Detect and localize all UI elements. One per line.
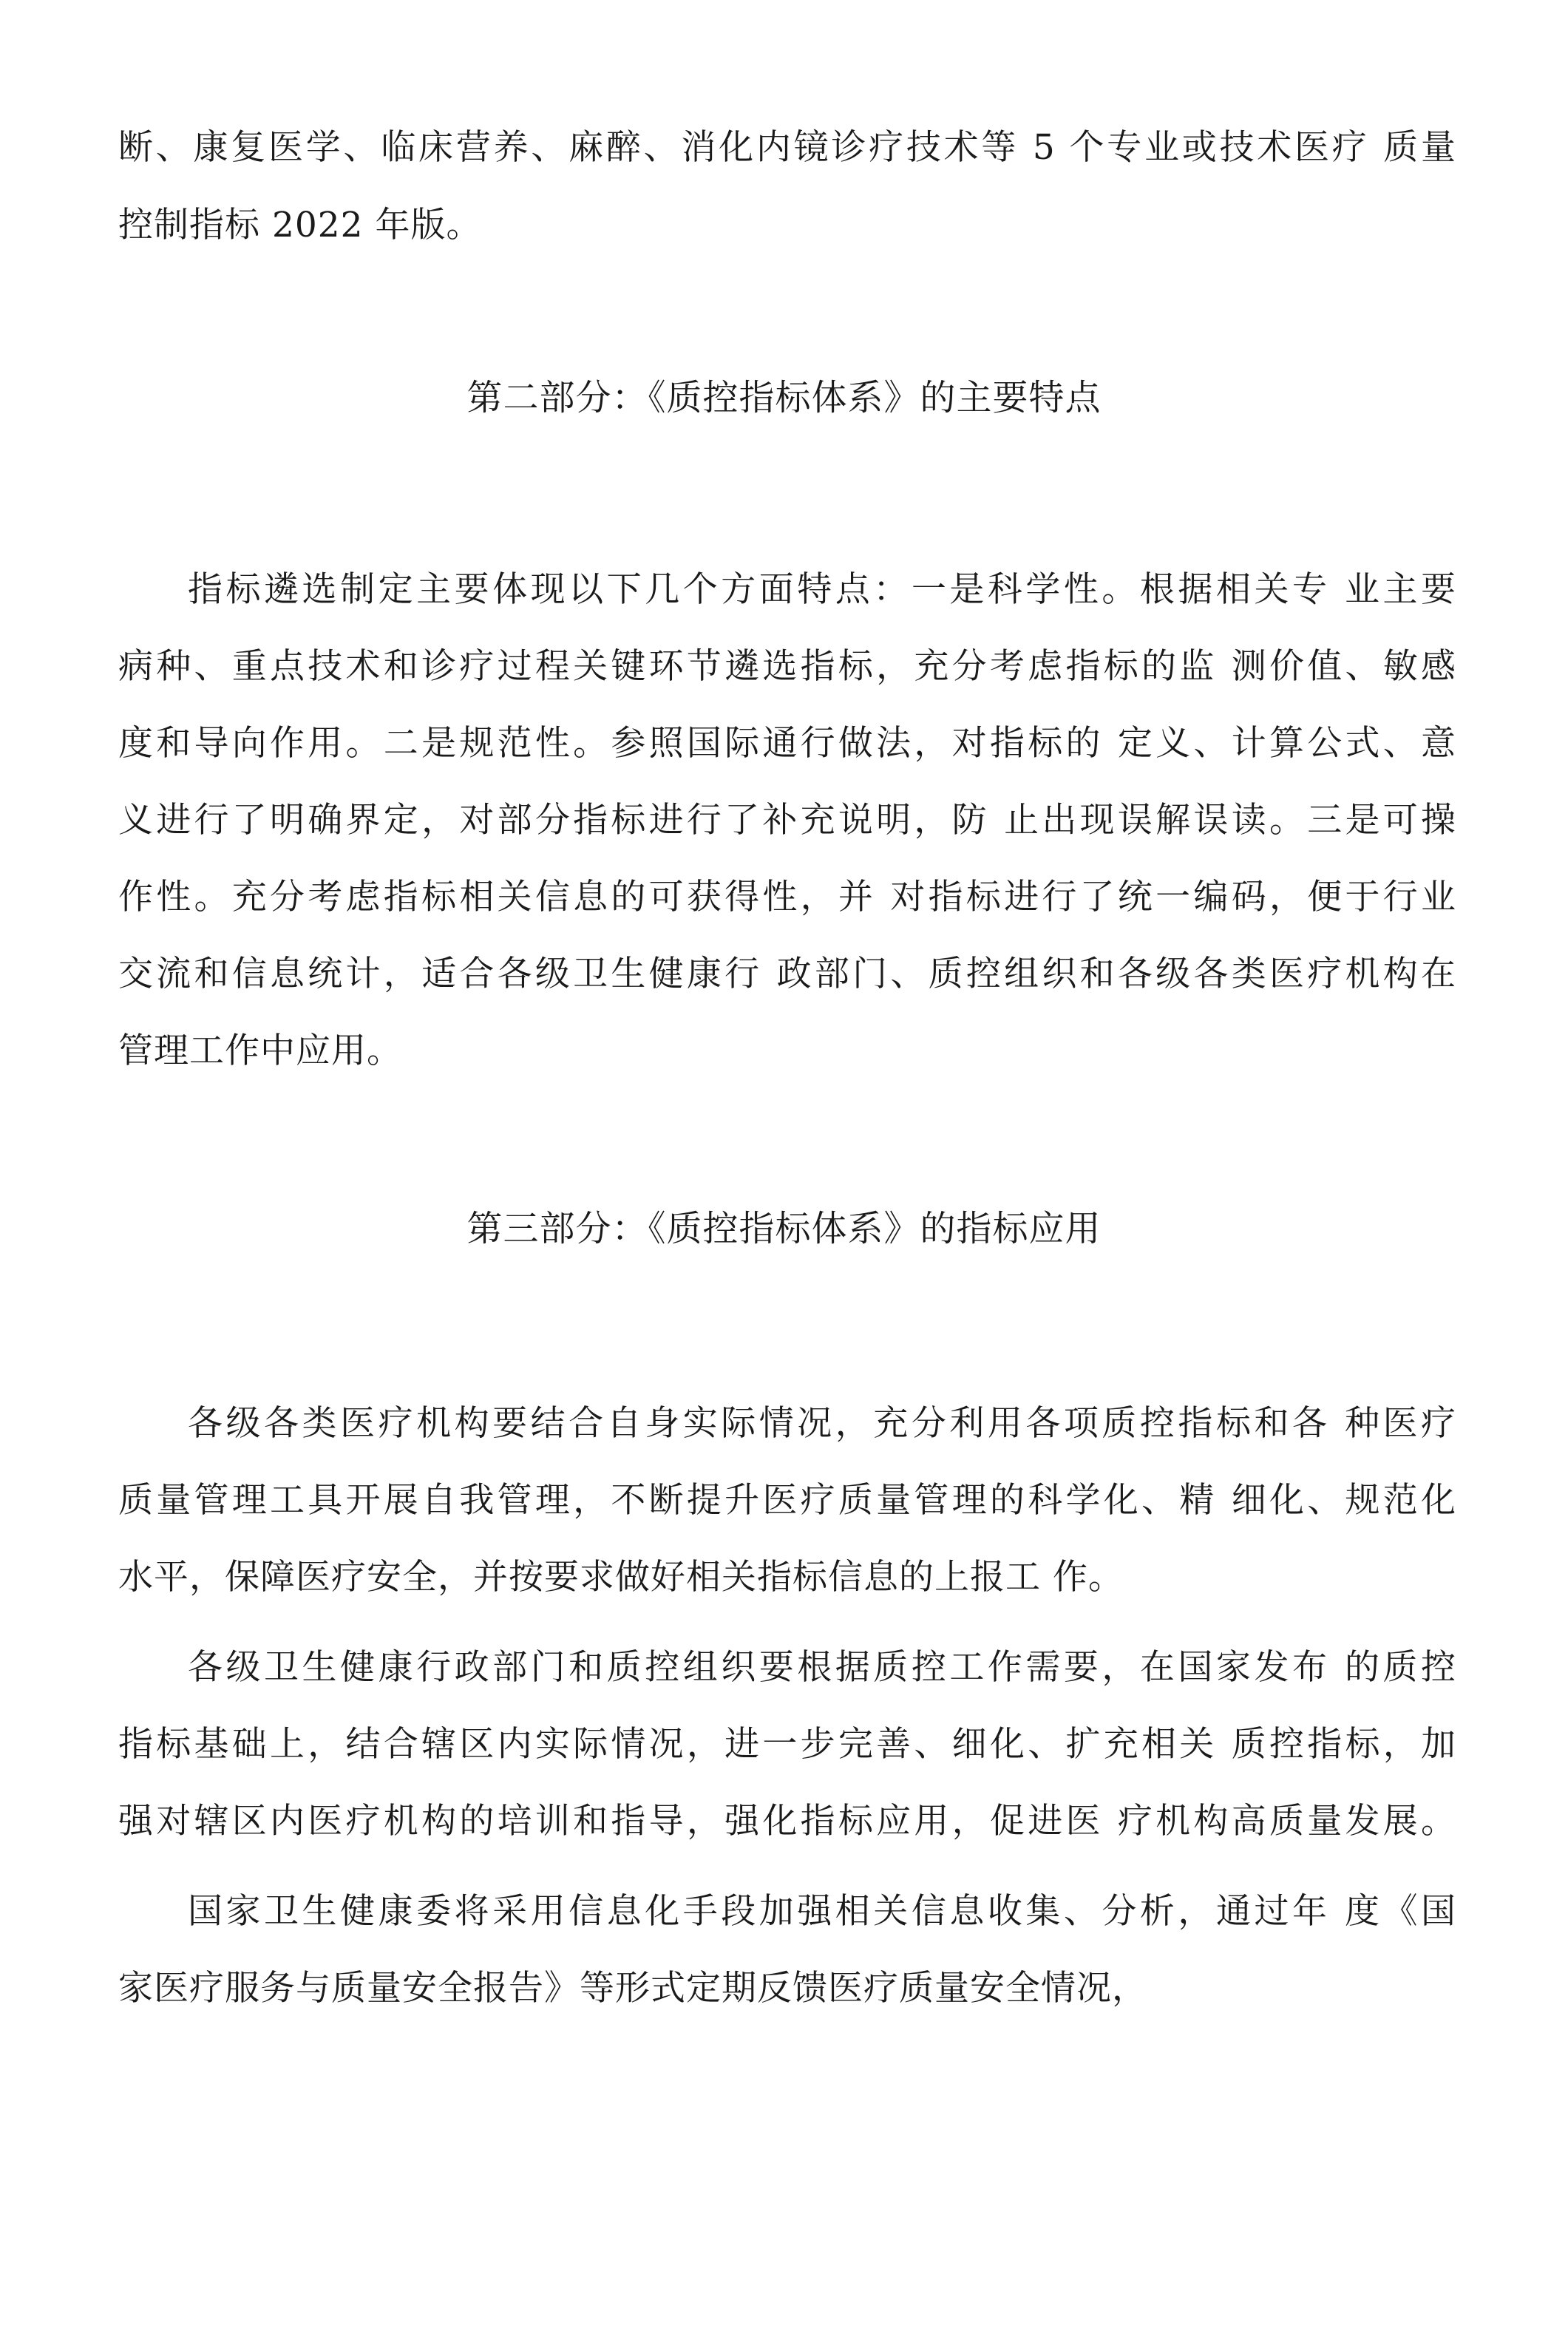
section-2-line-4: 义进行了明确界定，对部分指标进行了补充说明，防 止出现误解误读。三是可操 bbox=[118, 800, 1456, 841]
section-2-line-7: 管理工作中应用。 bbox=[118, 1031, 402, 1071]
section-3-p2-line-2: 指标基础上，结合辖区内实际情况，进一步完善、细化、扩充相关 质控指标，加 bbox=[118, 1724, 1456, 1765]
section-2-line-5: 作性。充分考虑指标相关信息的可获得性，并 对指标进行了统一编码，便于行业 bbox=[118, 877, 1456, 917]
section-3-heading: 第三部分：《质控指标体系》的指标应用 bbox=[466, 1208, 1102, 1249]
section-3-p3-line-1: 国家卫生健康委将采用信息化手段加强相关信息收集、分析，通过年 度《国 bbox=[188, 1891, 1456, 1932]
section-3-p2-line-1: 各级卫生健康行政部门和质控组织要根据质控工作需要，在国家发布 的质控 bbox=[188, 1647, 1456, 1688]
section-2-line-6: 交流和信息统计，适合各级卫生健康行 政部门、质控组织和各级各类医疗机构在 bbox=[118, 954, 1456, 994]
section-2-line-3: 度和导向作用。二是规范性。参照国际通行做法，对指标的 定义、计算公式、意 bbox=[118, 723, 1456, 764]
section-3-p1-line-1: 各级各类医疗机构要结合自身实际情况，充分利用各项质控指标和各 种医疗 bbox=[188, 1403, 1456, 1444]
intro-line-2: 控制指标 2022 年版。 bbox=[118, 205, 482, 245]
section-3-p1-line-3: 水平，保障医疗安全，并按要求做好相关指标信息的上报工 作。 bbox=[118, 1557, 1124, 1598]
section-2-heading: 第二部分：《质控指标体系》的主要特点 bbox=[466, 377, 1102, 418]
section-2-line-2: 病种、重点技术和诊疗过程关键环节遴选指标，充分考虑指标的监 测价值、敏感 bbox=[118, 646, 1456, 687]
section-3-p3-line-2: 家医疗服务与质量安全报告》等形式定期反馈医疗质量安全情况， bbox=[118, 1968, 1147, 2009]
section-2-line-1: 指标遴选制定主要体现以下几个方面特点：一是科学性。根据相关专 业主要 bbox=[188, 569, 1456, 610]
section-3-p2-line-3: 强对辖区内医疗机构的培训和指导，强化指标应用，促进医 疗机构高质量发展。 bbox=[118, 1801, 1456, 1842]
intro-line-1: 断、康复医学、临床营养、麻醉、消化内镜诊疗技术等 5 个专业或技术医疗 质量 bbox=[118, 127, 1456, 168]
section-3-p1-line-2: 质量管理工具开展自我管理，不断提升医疗质量管理的科学化、精 细化、规范化 bbox=[118, 1480, 1456, 1521]
